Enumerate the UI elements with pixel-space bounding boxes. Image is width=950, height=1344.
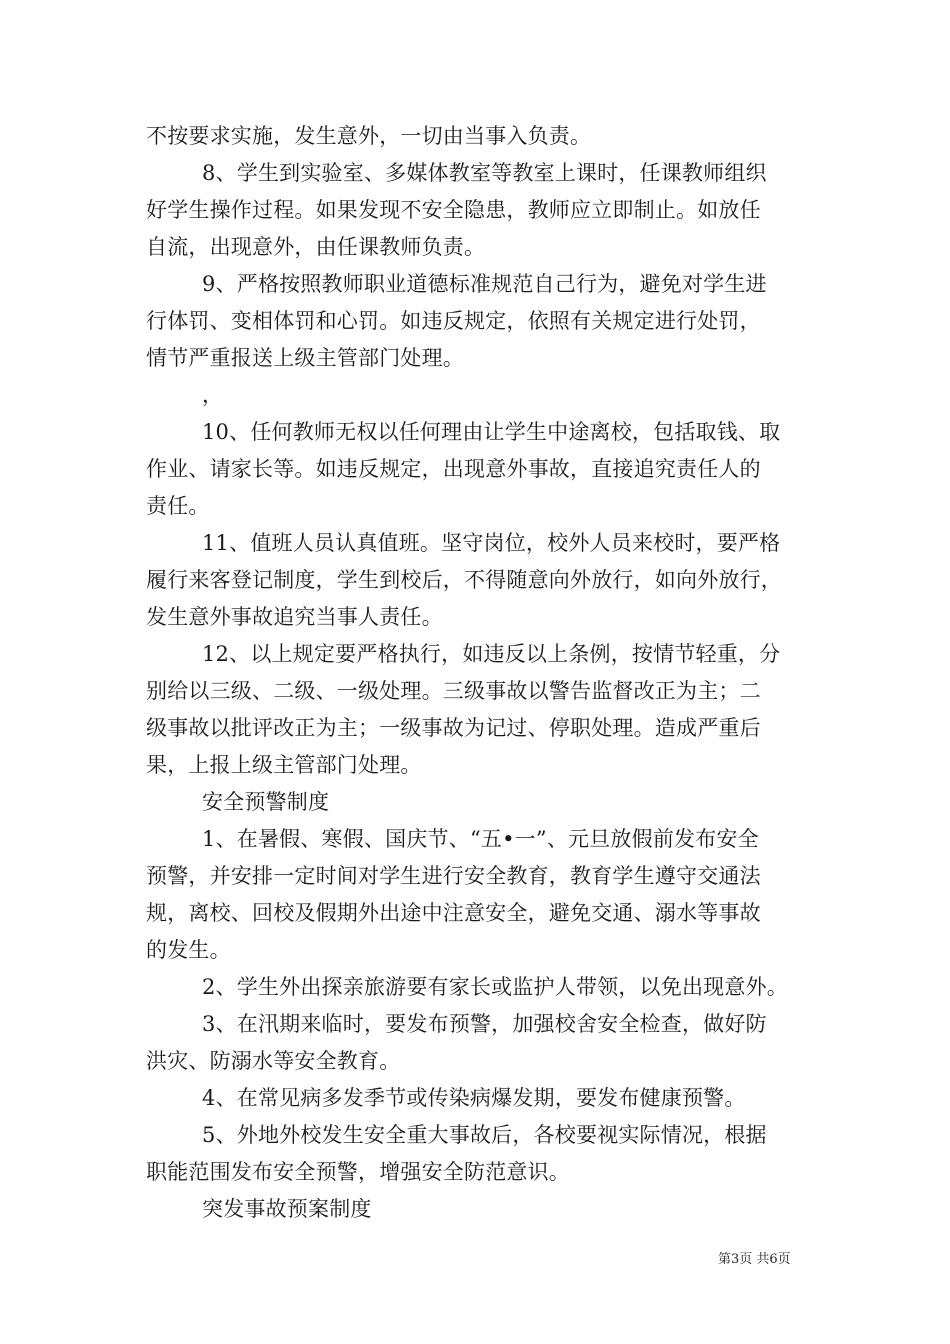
text-line: 果，上报上级主管部门处理。 bbox=[146, 753, 422, 777]
page-number-footer: 第3页 共6页 bbox=[718, 1252, 791, 1267]
text-line: 不按要求实施，发生意外，一切由当事入负责。 bbox=[146, 124, 592, 148]
text-line: 洪灾、防溺水等安全教育。 bbox=[146, 1049, 401, 1073]
text-line: 12、以上规定要严格执行，如违反以上条例，按情节轻重，分 bbox=[202, 642, 781, 666]
text-line: 3、在汛期来临时，要发布预警，加强校舍安全检查，做好防 bbox=[202, 1012, 767, 1036]
text-line: 级事故以批评改正为主；一级事故为记过、停职处理。造成严重后 bbox=[146, 716, 761, 740]
text-line: 行体罚、变相体罚和心罚。如违反规定，依照有关规定进行处罚， bbox=[146, 309, 761, 333]
text-line: 情节严重报送上级主管部门处理。 bbox=[146, 346, 464, 370]
text-line: 11、值班人员认真值班。坚守岗位，校外人员来校时，要严格 bbox=[202, 531, 781, 555]
text-line: 5、外地外校发生安全重大事故后，各校要视实际情况，根据 bbox=[202, 1123, 767, 1147]
text-line: 职能范围发布安全预警，增强安全防范意识。 bbox=[146, 1160, 570, 1184]
text-line: 1、在暑假、寒假、国庆节、“五•一”、元旦放假前发布安全 bbox=[202, 827, 759, 851]
text-line: ， bbox=[202, 383, 224, 407]
text-line: 责任。 bbox=[146, 494, 210, 518]
text-line: 的发生。 bbox=[146, 938, 231, 962]
text-line: 自流，出现意外，由任课教师负责。 bbox=[146, 235, 486, 259]
text-line: 8、学生到实验室、多媒体教室等教室上课时，任课教师组织 bbox=[202, 161, 767, 185]
text-line: 2、学生外出探亲旅游要有家长或监护人带领，以免出现意外。 bbox=[202, 975, 788, 999]
text-line: 4、在常见病多发季节或传染病爆发期，要发布健康预警。 bbox=[202, 1086, 746, 1110]
text-line: 10、任何教师无权以任何理由让学生中途离校，包括取钱、取 bbox=[202, 420, 781, 444]
text-line: 安全预警制度 bbox=[202, 790, 330, 814]
text-line: 预警，并安排一定时间对学生进行安全教育，教育学生遵守交通法 bbox=[146, 864, 761, 888]
text-line: 规，离校、回校及假期外出途中注意安全，避免交通、溺水等事故 bbox=[146, 901, 761, 925]
text-line: 履行来客登记制度，学生到校后，不得随意向外放行，如向外放行， bbox=[146, 568, 782, 592]
text-line: 好学生操作过程。如果发现不安全隐患，教师应立即制止。如放任 bbox=[146, 198, 761, 222]
text-line: 别给以三级、二级、一级处理。三级事故以警告监督改正为主；二 bbox=[146, 679, 761, 703]
text-line: 发生意外事故追究当事人责任。 bbox=[146, 605, 443, 629]
text-line: 9、严格按照教师职业道德标准规范自己行为，避免对学生进 bbox=[202, 272, 767, 296]
text-line: 突发事故预案制度 bbox=[202, 1197, 372, 1221]
document-body bbox=[146, 118, 811, 1228]
text-line: 作业、请家长等。如违反规定，出现意外事故，直接追究责任人的 bbox=[146, 457, 761, 481]
